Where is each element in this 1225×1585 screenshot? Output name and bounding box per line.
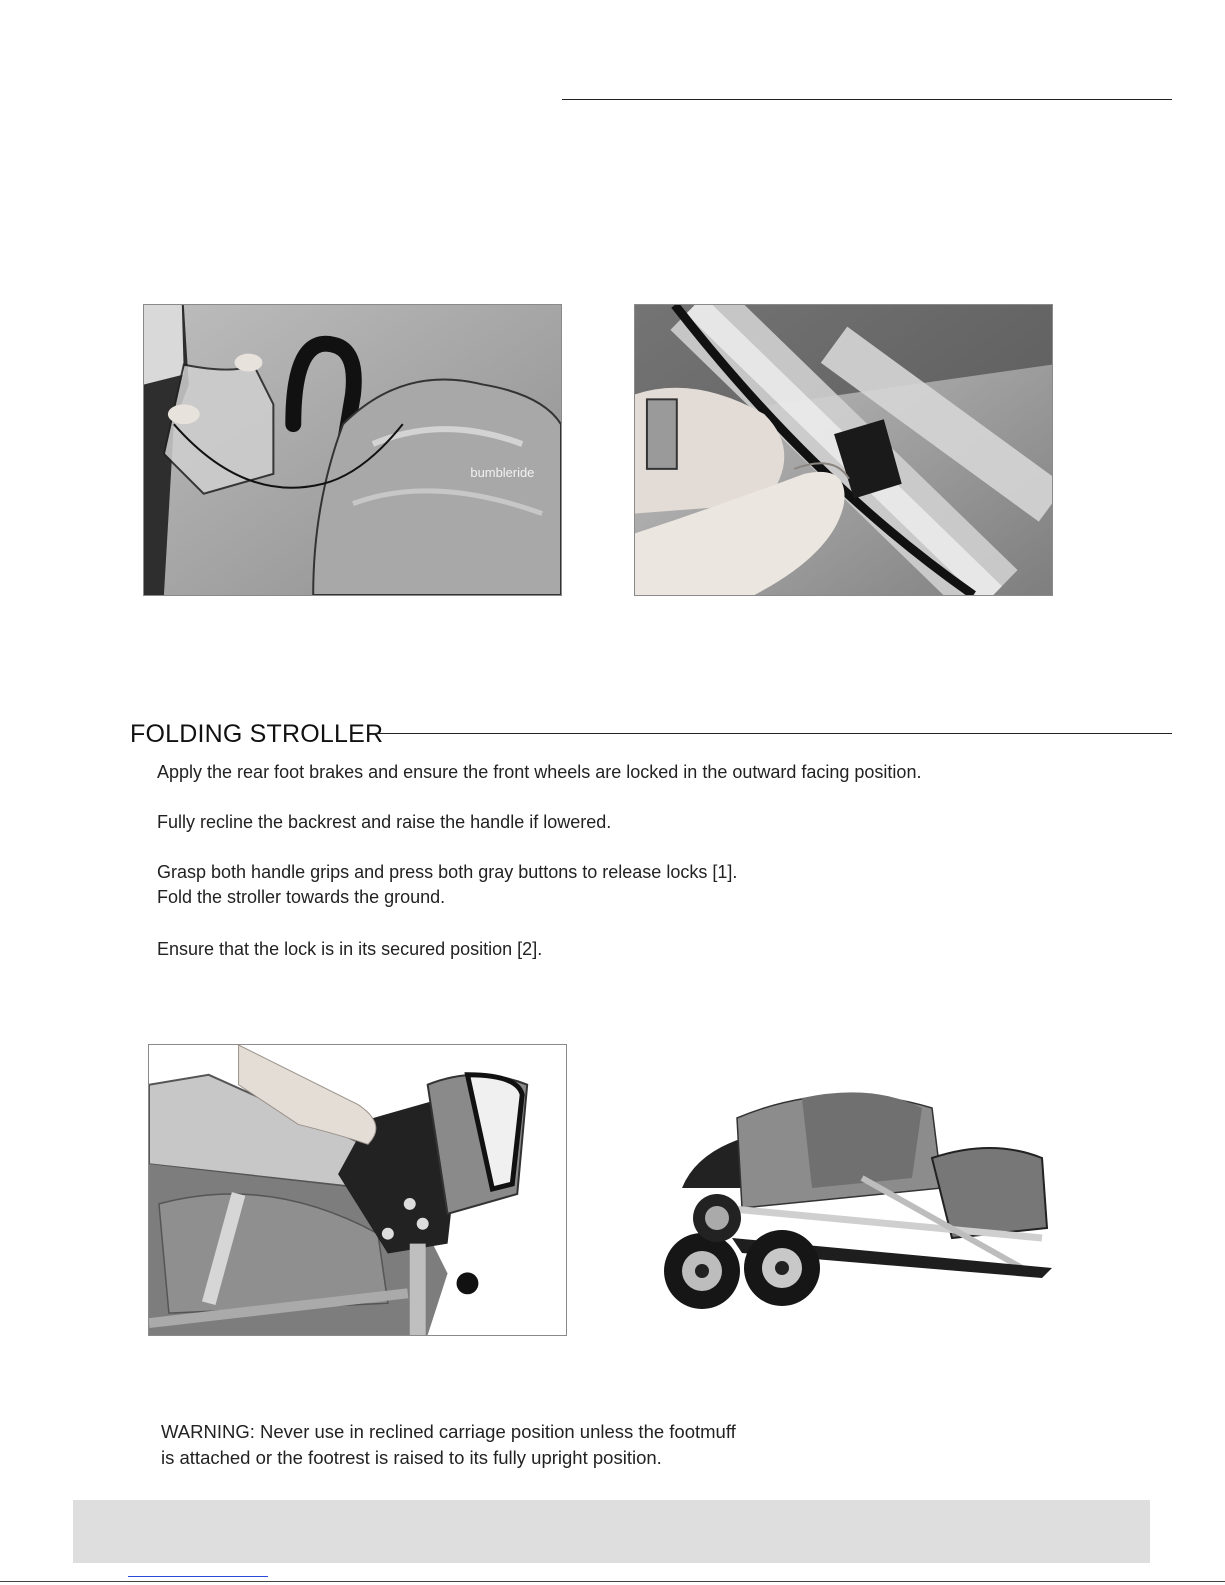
footer-link-underline[interactable]	[128, 1576, 268, 1577]
step-5: Ensure that the lock is in its secured position [2].	[157, 939, 543, 959]
fold-release-photo	[148, 1044, 567, 1336]
top-rule	[562, 99, 1172, 100]
step-3: Grasp both handle grips and press both gray buttons to release locks [1].	[157, 862, 738, 882]
footer-rule	[0, 1581, 1225, 1582]
raincover-photo-1	[143, 304, 562, 596]
footer-bar	[73, 1500, 1150, 1563]
step-1: Apply the rear foot brakes and ensure the front wheels are locked in the outward facing position.	[157, 762, 922, 782]
section-title-rule	[371, 733, 1172, 734]
section-title-folding-stroller: FOLDING STROLLER	[130, 720, 384, 748]
step-2: Fully recline the backrest and raise the handle if lowered.	[157, 812, 612, 832]
step-4: Fold the stroller towards the ground.	[157, 887, 446, 907]
folded-stroller-photo	[662, 1078, 1062, 1314]
warning-line-2: is attached or the footrest is raised to its fully upright position.	[161, 1447, 662, 1468]
warning-line-1: WARNING: Never use in reclined carriage position unless the footmuff	[161, 1421, 736, 1442]
raincover-photo-2	[634, 304, 1053, 596]
raincover-brand-label: bumbleride	[470, 464, 535, 480]
